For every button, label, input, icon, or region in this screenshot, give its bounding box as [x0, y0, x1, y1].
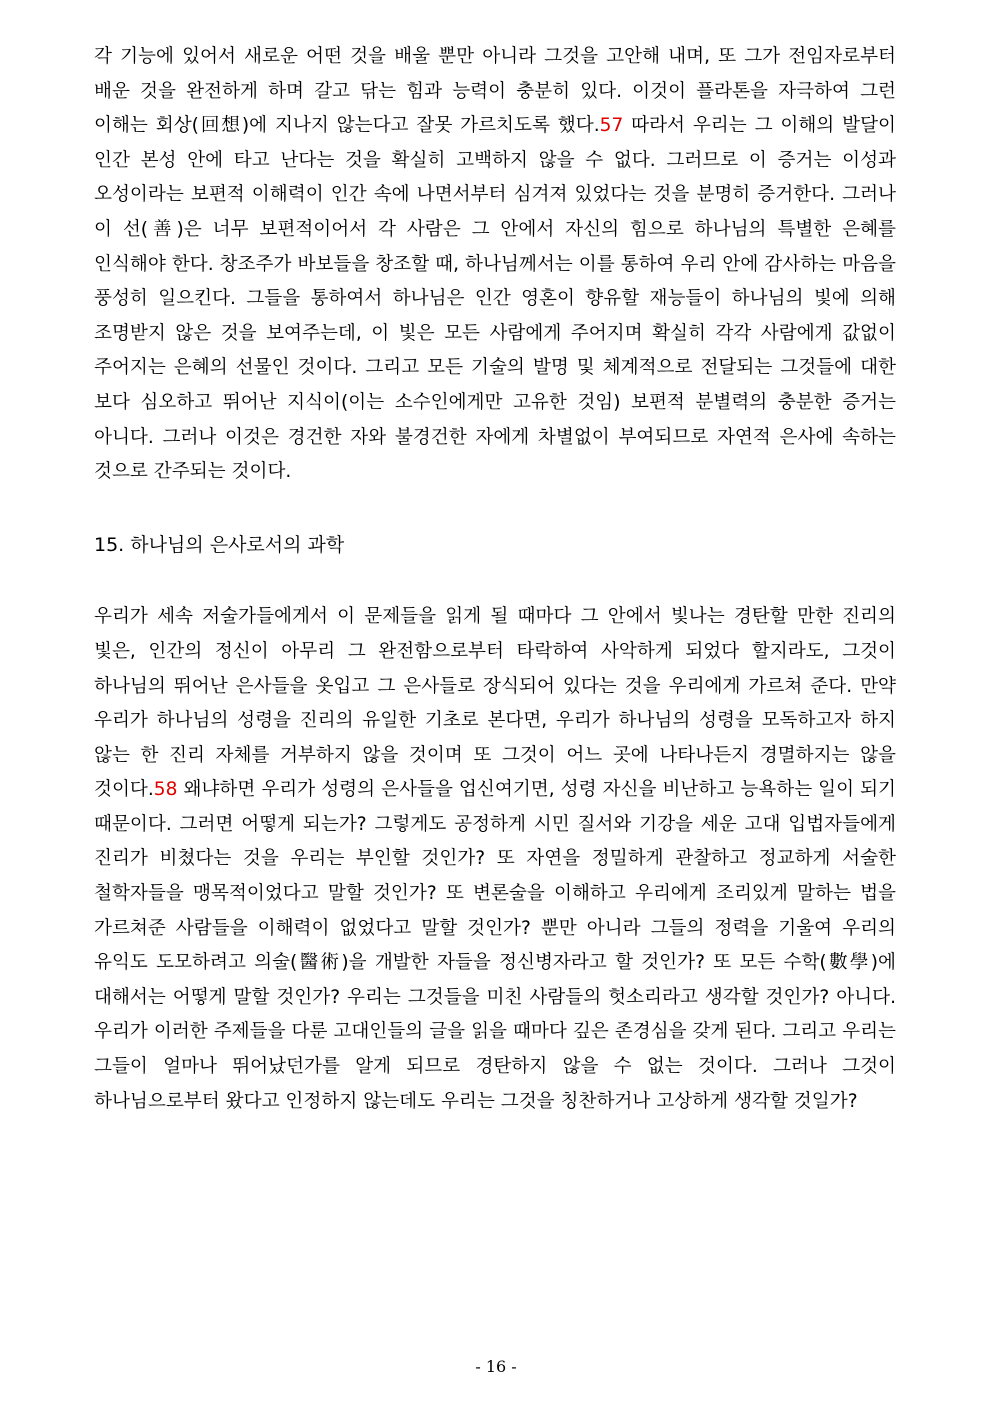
- paragraph-2: [94, 600, 896, 1119]
- paragraph-2-text-b: 왜냐하면 우리가 성령의 은사들을 업신여기면, 성령 자신을 비난하고 능욕하는 일이 되기 때문이다. 그러면 어떻게 되는가? 그렇게도 공정하게 시민 질서와 기강을 세운 고대 입법자들에게 진리가 비쳤다는 것을 우리는 부인할 것인가? 또 자연을 정밀하게 관찰하고 정교하게 서술한 철학자들을 맹목적이었다고 말할 것인가? 또 변론술을 이해하고 우리에게 조리있게 말하는 법을 가르쳐준 사람들을 이해력이 없었다고 말할 것인가? 뿐만 아니라 그들의 정력을 기울여 우리의 유익도 도모하려고 의술(醫術)을 개발한 자들을 정신병자라고 할 것인가? 또 모든 수학(數學)에 대해서는 어떻게 말할 것인가? 우리는 그것들을 미친 사람들의 헛소리라고 생각할 것인가? 아니다. 우리가 이러한 주제들을 다룬 고대인들의 글을 읽을 때마다 깊은 존경심을 갖게 된다. 그리고 우리는 그들이 얼마나 뛰어났던가를 알게 되므로 경탄하지 않을 수 없는 것이다. 그러나 그것이 하나님으로부터 왔다고 인정하지 않는데도 우리는 그것을 칭찬하거나 고상하게 생각할 것일가?: [94, 779, 896, 1112]
- document-page: [94, 40, 896, 1119]
- paragraph-1-text-b: 따라서 우리는 그 이해의 발달이 인간 본성 안에 타고 난다는 것을 확실히 고백하지 않을 수 없다. 그러므로 이 증거는 이성과 오성이라는 보편적 이해력이 인간 속에 나면서부터 심겨져 있었다는 것을 분명히 증거한다. 그러나 이 선(善)은 너무 보편적이어서 각 사람은 그 안에서 자신의 힘으로 하나님의 특별한 은혜를 인식해야 한다. 창조주가 바보들을 창조할 때, 하나님께서는 이를 통하여 우리 안에 감사하는 마음을 풍성히 일으킨다. 그들을 통하여서 하나님은 인간 영혼이 향유할 재능들이 하나님의 빛에 의해 조명받지 않은 것을 보여주는데, 이 빛은 모든 사람에게 주어지며 확실히 각각 사람에게 값없이 주어지는 은혜의 선물인 것이다. 그리고 모든 기술의 발명 및 체계적으로 전달되는 그것들에 대한 보다 심오하고 뛰어난 지식이(이는 소수인에게만 고유한 것임) 보편적 분별력의 충분한 증거는 아니다. 그러나 이것은 경건한 자와 불경건한 자에게 차별없이 부여되므로 자연적 은사에 속하는 것으로 간주되는 것이다.: [94, 115, 896, 483]
- page-number: - 16 -: [475, 1357, 517, 1376]
- paragraph-2-text-a: 우리가 세속 저술가들에게서 이 문제들을 읽게 될 때마다 그 안에서 빛나는 경탄할 만한 진리의 빛은, 인간의 정신이 아무리 그 완전함으로부터 타락하여 사악하게 되었다 할지라도, 그것이 하나님의 뛰어난 은사들을 옷입고 그 은사들로 장식되어 있다는 것을 우리에게 가르쳐 준다. 만약 우리가 하나님의 성령을 진리의 유일한 기초로 본다면, 우리가 하나님의 성령을 모독하고자 하지 않는 한 진리 자체를 거부하지 않을 것이며 또 그것이 어느 곳에 나타나든지 경멸하지는 않을 것이다.: [94, 606, 896, 801]
- paragraph-1: [94, 40, 896, 490]
- footnote-marker-57[interactable]: 57: [599, 115, 624, 137]
- paragraph-1-text-a: 각 기능에 있어서 새로운 어떤 것을 배울 뿐만 아니라 그것을 고안해 내며, 또 그가 전임자로부터 배운 것을 완전하게 하며 갈고 닦는 힘과 능력이 충분히 있다. 이것이 플라톤을 자극하여 그런 이해는 회상(回想)에 지나지 않는다고 잘못 가르치도록 했다.: [94, 46, 896, 137]
- section-heading: 15. 하나님의 은사로서의 과학: [94, 533, 345, 556]
- footnote-marker-58[interactable]: 58: [153, 779, 178, 801]
